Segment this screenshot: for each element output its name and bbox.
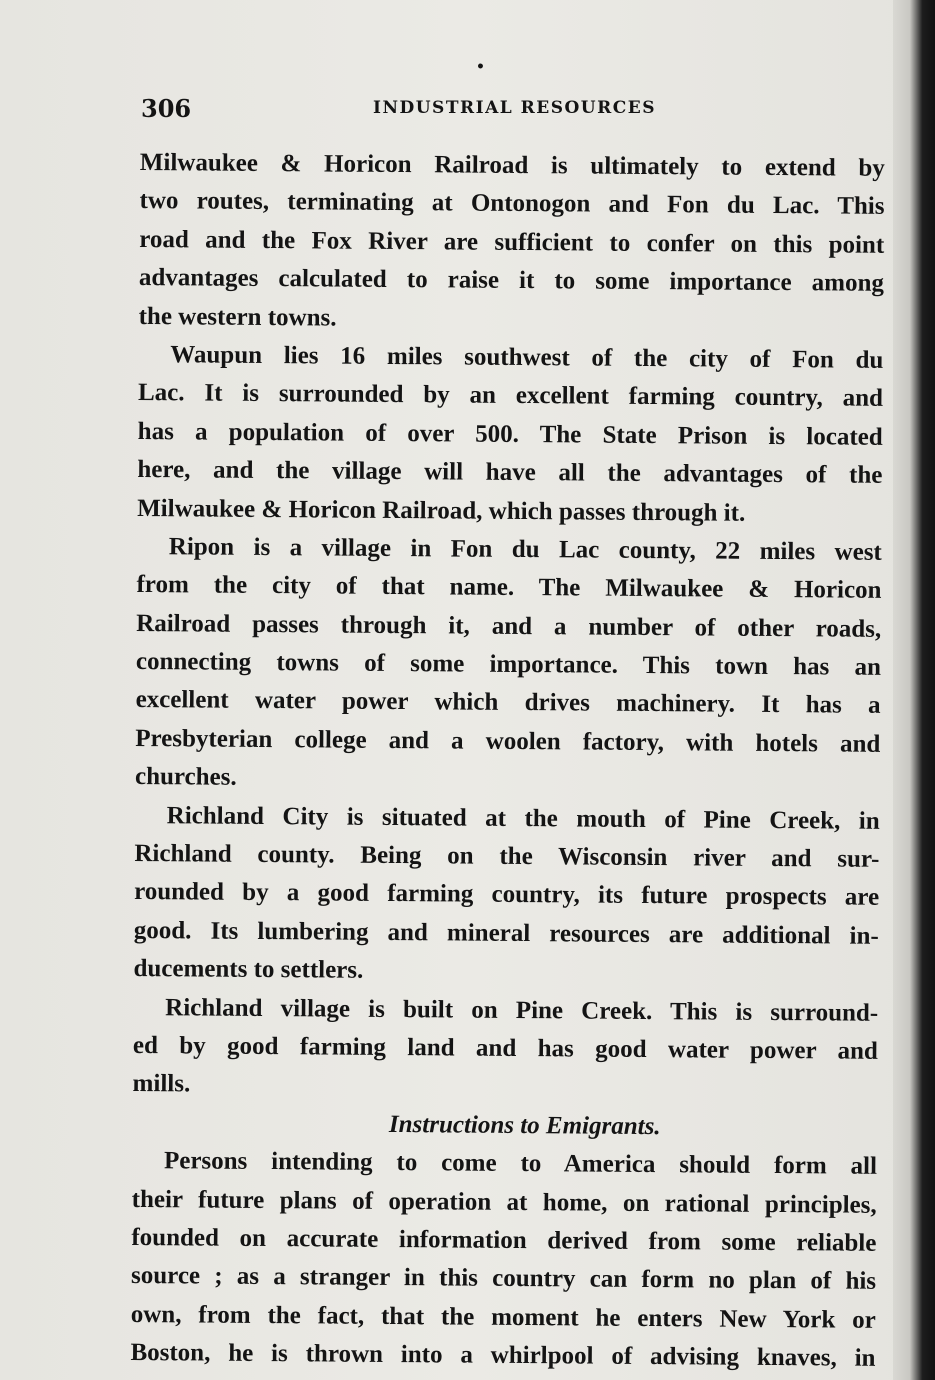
printer-mark: • bbox=[476, 59, 485, 75]
text-line: road and the Fox River are sufficient to confer on this point bbox=[139, 225, 885, 259]
page-number: 306 bbox=[141, 94, 192, 123]
text-line: Presbyterian college and a woolen factory, with hotels and bbox=[135, 724, 881, 758]
text-line: source ; as a stranger in this country can form no plan of his bbox=[131, 1262, 877, 1296]
page-header bbox=[141, 94, 881, 124]
text-line: Milwaukee & Horicon Railroad is ultimately to extend by bbox=[139, 148, 885, 182]
text-line: Ripon is a village in Fon du Lac county, 22 miles west bbox=[168, 533, 882, 566]
paragraph-richland-village bbox=[132, 989, 878, 1110]
text-line: mills. bbox=[132, 1070, 191, 1098]
text-line: connecting towns of some importance. This town has an bbox=[135, 648, 882, 681]
paragraph-instructions bbox=[130, 1142, 877, 1378]
section-heading: Instructions to Emigrants. bbox=[388, 1110, 661, 1140]
text-line: Richland county. Being on the Wisconsin river and sur- bbox=[134, 840, 880, 873]
text-line: churches. bbox=[134, 763, 237, 792]
text-line: Boston, he is thrown into a whirlpool of advising knaves, in bbox=[130, 1339, 876, 1372]
text-line: their future plans of operation at home, on rational principles, bbox=[131, 1185, 877, 1219]
text-line: Richland village is built on Pine Creek. This is surround- bbox=[165, 993, 879, 1027]
paragraph-ripon bbox=[135, 528, 882, 803]
book-spine-shadow bbox=[893, 0, 935, 1380]
text-line: ducements to settlers. bbox=[133, 955, 364, 984]
text-line: Waupun lies 16 miles southwest of the city of Fon du bbox=[170, 341, 884, 374]
text-line: rounded by a good farming country, its future prospects are bbox=[134, 878, 880, 912]
text-line: excellent water power which drives machinery. It has a bbox=[135, 686, 881, 720]
text-line: founded on accurate information derived from some reliable bbox=[131, 1223, 877, 1257]
text-line: Persons intending to come to America should form all bbox=[163, 1147, 878, 1180]
text-line: the western towns. bbox=[138, 302, 337, 332]
text-line: good. Its lumbering and mineral resources are additional in- bbox=[133, 916, 879, 950]
text-line: two routes, terminating at Ontonogon and Fon du Lac. This bbox=[139, 187, 885, 221]
body-text bbox=[130, 144, 885, 1378]
text-line: from the city of that name. The Milwaukee & Horicon bbox=[136, 571, 882, 605]
text-line: has a population of over 500. The State Prison is located bbox=[137, 417, 883, 451]
text-line: Railroad passes through it, and a number of other roads, bbox=[136, 609, 882, 643]
paragraph-richland-city bbox=[133, 797, 879, 995]
text-line: advantages calculated to raise it to some importance among bbox=[138, 264, 885, 298]
text-line: own, from the fact, that the moment he enters New York or bbox=[130, 1300, 876, 1334]
running-head: INDUSTRIAL RESOURCES bbox=[373, 98, 657, 118]
text-line: here, and the village will have all the advantages of the bbox=[137, 456, 883, 489]
text-line: Milwaukee & Horicon Railroad, which passes through it. bbox=[137, 494, 746, 527]
text-line: Lac. It is surrounded by an excellent farming country, and bbox=[137, 379, 884, 413]
paragraph-waupun bbox=[137, 336, 883, 534]
paragraph-milwaukee-horicon bbox=[138, 144, 884, 342]
text-line: Richland City is situated at the mouth of Pine Creek, in bbox=[166, 801, 880, 835]
text-line: ed by good farming land and has good water power and bbox=[132, 1031, 879, 1065]
